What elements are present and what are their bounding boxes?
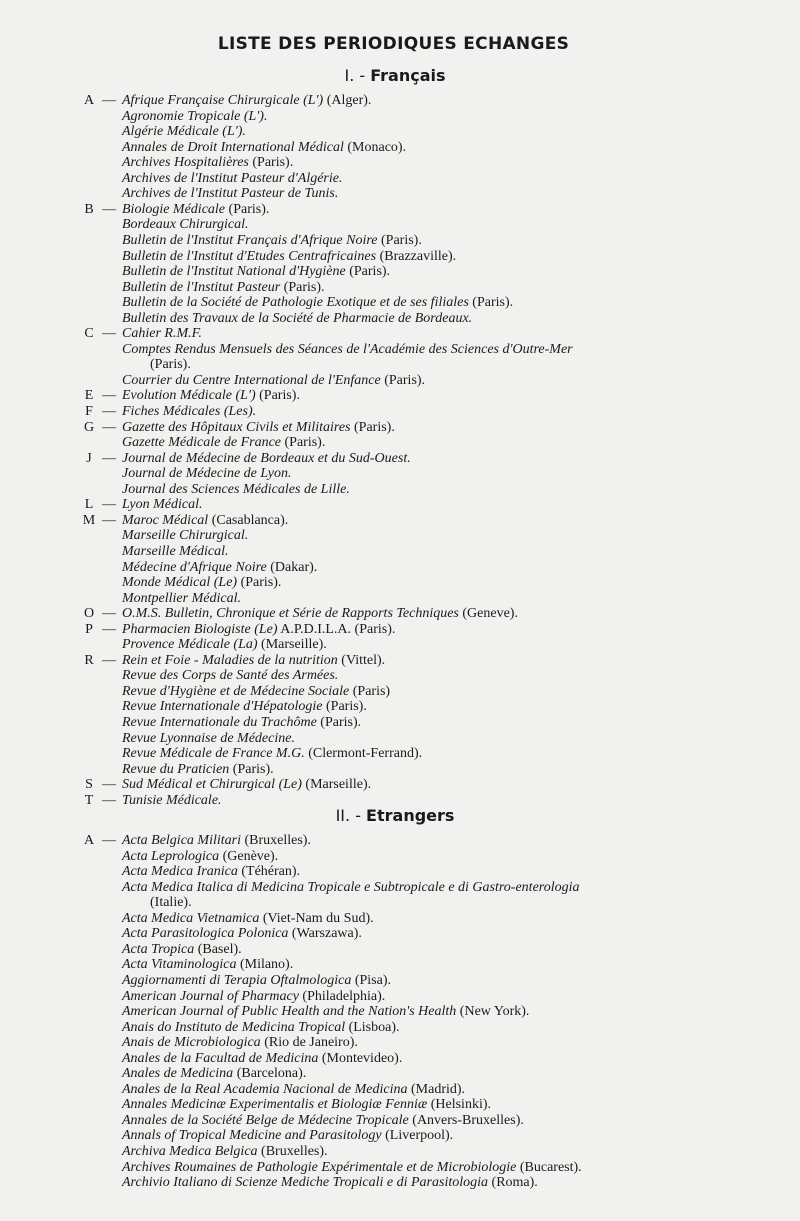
index-letter: A (83, 93, 95, 108)
periodical-entry (122, 466, 291, 482)
periodical-title: Algérie Médicale (L'). (122, 124, 246, 140)
periodical-entry (122, 1175, 538, 1191)
periodical-title: Bulletin de l'Institut Français d'Afrique Noire (122, 232, 378, 248)
periodical-entry (122, 249, 456, 265)
periodical-title: Anales de la Facultad de Medicina (122, 1050, 319, 1066)
section-name: Français (370, 66, 446, 85)
periodical-title: Revue du Praticien (122, 761, 230, 777)
periodical-entry (122, 217, 249, 233)
periodical-title: Bordeaux Chirurgical. (122, 217, 249, 233)
index-dash: — (102, 621, 116, 637)
periodical-location: (Milano). (239, 957, 294, 973)
periodical-title: Tunisie Médicale. (122, 792, 222, 808)
periodical-title: Cahier R.M.F. (122, 326, 202, 342)
periodical-title: Pharmacien Biologiste (Le) (122, 621, 278, 637)
periodical-title: Anales de la Real Academia Nacional de Medicina (122, 1081, 408, 1097)
periodical-location: (Warszawa). (291, 926, 362, 942)
periodical-title: Anales de Medicina (122, 1066, 234, 1082)
periodical-entry (122, 482, 350, 498)
periodical-title: Acta Medica Vietnamica (122, 910, 260, 926)
periodical-title: Evolution Médicale (L') (122, 388, 256, 404)
index-dash: — (102, 512, 116, 528)
periodical-entry (122, 715, 361, 731)
periodical-location: (Basel). (197, 941, 242, 957)
periodical-title: Marseille Chirurgical. (122, 528, 249, 544)
periodical-entry (122, 342, 573, 358)
periodical-entry (122, 186, 338, 202)
periodical-title: Journal des Sciences Médicales de Lille. (122, 481, 350, 497)
periodical-location: (Paris). (381, 232, 422, 248)
periodical-entry (122, 124, 246, 140)
periodical-entry (122, 295, 513, 311)
periodical-entry (122, 653, 385, 669)
periodical-entry (150, 895, 192, 911)
periodical-entry (122, 264, 390, 280)
periodical-location: (Italie). (150, 895, 192, 911)
periodical-entry (122, 1004, 529, 1020)
periodical-title: Marseille Médical. (122, 543, 229, 559)
periodical-location: (Bruxelles). (244, 833, 311, 848)
periodical-location: (Barcelona). (236, 1066, 307, 1082)
periodical-location: (Clermont-Ferrand). (308, 746, 423, 762)
index-letter: M (82, 512, 96, 528)
periodical-title: Revue Médicale de France M.G. (122, 746, 305, 762)
periodical-location: (Liverpool). (385, 1128, 454, 1144)
periodical-location: (Paris). (150, 357, 191, 373)
periodical-entry (122, 777, 371, 793)
periodical-entry (122, 202, 269, 218)
index-dash: — (102, 326, 116, 342)
periodical-title: Agronomie Tropicale (L'). (122, 108, 268, 124)
periodical-entry (122, 311, 472, 327)
index-dash: — (102, 833, 116, 848)
periodical-entry (122, 1160, 582, 1176)
periodical-title: Acta Tropica (122, 941, 195, 957)
periodical-title: Anais do Instituto de Medicina Tropical (122, 1019, 346, 1035)
periodical-entry (122, 926, 362, 942)
periodical-title: Bulletin de la Société de Pathologie Exotique et de ses filiales (122, 295, 469, 311)
periodical-location: (Paris). (320, 715, 362, 730)
periodical-location: (Lisboa). (348, 1019, 400, 1035)
periodical-entry (122, 1066, 306, 1082)
periodical-location: (Paris). (326, 699, 367, 715)
periodical-title: American Journal of Pharmacy (122, 988, 299, 1004)
periodical-title: O.M.S. Bulletin, Chronique et Série de Rapports Techniques (122, 606, 459, 622)
periodical-title: Bulletin des Travaux de la Société de Pharmacie de Bordeaux. (122, 310, 473, 326)
periodical-title: Monde Médical (Le) (122, 575, 238, 591)
periodical-title: Revue d'Hygiène et de Médecine Sociale (122, 683, 350, 699)
periodical-location: (Rio de Janeiro). (264, 1035, 358, 1051)
periodical-location: (New York). (459, 1004, 530, 1020)
periodical-entry (122, 1128, 453, 1144)
periodical-title: Archives Hospitalières (122, 155, 249, 171)
index-dash: — (102, 201, 116, 217)
periodical-location: (Monaco). (347, 139, 407, 155)
periodical-location: (Paris). (472, 295, 514, 311)
periodical-entry (122, 404, 256, 420)
index-letter: C (84, 326, 94, 342)
periodical-title: Archives de l'Institut Pasteur d'Algérie. (122, 170, 343, 186)
index-dash: — (102, 792, 116, 808)
periodical-location: (Paris). (259, 388, 300, 404)
periodical-location: (Paris). (283, 279, 325, 295)
periodical-entry (122, 575, 281, 591)
periodical-entry (122, 762, 274, 778)
periodical-entry (122, 420, 395, 436)
periodical-title: Gazette Médicale de France (122, 435, 281, 451)
periodical-entry (122, 746, 422, 762)
periodical-title: Gazette des Hôpitaux Civils et Militaires (122, 419, 351, 435)
periodical-title: Bulletin de l'Institut National d'Hygiène (122, 264, 346, 280)
periodical-title: Annals of Tropical Medicine and Parasitology (122, 1128, 382, 1144)
periodical-entry (122, 528, 248, 544)
index-letter: A (83, 833, 95, 848)
periodical-title: Archiva Medica Belgica (122, 1144, 258, 1159)
periodical-location: (Bruxelles). (261, 1144, 328, 1159)
periodical-entry (122, 973, 391, 989)
index-letter: S (85, 777, 93, 793)
periodical-entry (122, 668, 338, 684)
periodical-title: Lyon Médical. (122, 497, 203, 513)
index-letter: O (83, 606, 95, 622)
periodical-location: (Casablanca). (211, 512, 289, 528)
periodical-location: A.P.D.I.L.A. (Paris). (280, 621, 396, 637)
periodical-entry (122, 326, 202, 342)
periodical-entry (122, 911, 374, 927)
periodical-entry (122, 140, 406, 156)
periodical-location: (Alger). (326, 93, 372, 108)
periodical-location: (Viet-Nam du Sud). (262, 910, 374, 926)
periodical-location: (Paris). (284, 435, 326, 451)
periodical-title: Revue Internationale d'Hépatologie (122, 699, 323, 715)
periodical-location: (Paris). (228, 201, 270, 217)
periodical-entry (122, 560, 317, 576)
periodical-location: (Montevideo). (321, 1050, 403, 1066)
periodical-title: Archives de l'Institut Pasteur de Tunis. (122, 186, 339, 202)
section-name: Etrangers (366, 806, 455, 825)
periodical-title: Courrier du Centre International de l'Enfance (122, 372, 381, 388)
periodical-entry (122, 155, 293, 171)
section-heading (0, 66, 790, 85)
periodical-title: Acta Vitaminologica (122, 957, 237, 973)
periodical-location: (Paris) (352, 683, 391, 699)
periodical-entry (122, 637, 327, 653)
periodical-entry (122, 1097, 491, 1113)
periodical-entry (122, 171, 342, 187)
index-dash: — (102, 450, 116, 466)
index-dash: — (102, 497, 116, 513)
periodical-location: (Paris). (354, 419, 395, 435)
periodical-location: (Geneve). (462, 606, 518, 622)
periodical-title: Archivio Italiano di Scienze Mediche Tropicali e di Parasitologia (122, 1175, 489, 1191)
periodical-location: (Paris). (240, 575, 282, 591)
periodical-entry (122, 388, 300, 404)
periodical-title: Biologie Médicale (122, 201, 226, 217)
periodical-location: (Roma). (491, 1175, 538, 1191)
periodical-title: Archives Roumaines de Pathologie Expérimentale et de Microbiologie (122, 1159, 517, 1175)
periodical-entry (122, 280, 324, 296)
index-dash: — (102, 93, 116, 108)
periodical-title: Maroc Médical (122, 512, 209, 528)
periodical-location: (Helsinki). (430, 1097, 491, 1113)
index-letter: E (84, 388, 94, 404)
periodical-entry (122, 435, 325, 451)
periodical-entry (122, 373, 425, 389)
periodical-entry (122, 864, 300, 880)
periodical-title: Sud Médical et Chirurgical (Le) (122, 777, 302, 793)
periodical-entry (122, 833, 311, 849)
periodical-title: Bulletin de l'Institut Pasteur (122, 279, 281, 295)
periodical-title: Journal de Médecine de Bordeaux et du Sud-Ouest. (122, 450, 411, 466)
periodical-entry (122, 622, 395, 638)
periodical-title: Aggiornamenti di Terapia Oftalmologica (122, 972, 352, 988)
periodical-title: Acta Leprologica (122, 848, 220, 864)
periodical-entry (122, 233, 422, 249)
periodical-location: (Genève). (222, 848, 279, 864)
periodical-title: Annales Medicinæ Experimentalis et Biologiæ Fenniæ (122, 1097, 428, 1113)
periodical-title: Médecine d'Afrique Noire (122, 559, 267, 575)
index-letter: T (84, 792, 94, 808)
periodical-location: (Marseille). (305, 777, 372, 793)
index-letter: P (85, 621, 93, 637)
section-heading (0, 806, 790, 825)
periodical-title: Acta Parasitologica Polonica (122, 926, 289, 942)
index-letter: R (84, 652, 94, 668)
periodical-location: (Pisa). (354, 972, 391, 988)
index-letter: J (86, 450, 92, 466)
periodical-title: Anais de Microbiologica (122, 1035, 261, 1051)
periodical-entry (122, 1035, 358, 1051)
periodical-entry (122, 606, 518, 622)
periodical-title: Journal de Médecine de Lyon. (122, 466, 292, 482)
periodical-title: Revue des Corps de Santé des Armées. (122, 668, 339, 684)
periodical-entry (122, 1144, 328, 1160)
section-number: II. - (335, 806, 367, 825)
periodical-location: (Philadelphia). (302, 988, 386, 1004)
index-dash: — (102, 419, 116, 435)
periodical-title: Revue Internationale du Trachôme (122, 715, 317, 730)
periodical-entry (122, 699, 367, 715)
periodical-entry (122, 684, 390, 700)
periodical-location: (Vittel). (341, 652, 386, 668)
periodical-entry (122, 109, 267, 125)
periodical-entry (122, 731, 295, 747)
periodical-entry (122, 989, 385, 1005)
periodical-location: (Anvers-Bruxelles). (412, 1112, 524, 1128)
periodical-title: Acta Belgica Militari (122, 833, 241, 848)
periodical-location: (Madrid). (411, 1081, 466, 1097)
periodical-entry (122, 849, 278, 865)
periodical-title: Bulletin de l'Institut d'Etudes Centrafricaines (122, 248, 377, 264)
periodical-entry (122, 93, 371, 109)
periodical-entry (122, 1020, 400, 1036)
periodical-entry (122, 544, 229, 560)
periodical-entry (122, 1082, 465, 1098)
periodical-title: Acta Medica Italica di Medicina Tropicale e Subtropicale e di Gastro-enterologia (122, 879, 580, 895)
periodical-entry (122, 942, 242, 958)
periodical-location: (Paris). (384, 372, 426, 388)
periodical-entry (122, 451, 411, 467)
periodical-title: Rein et Foie - Maladies de la nutrition (122, 652, 338, 668)
periodical-location: (Brazzaville). (379, 248, 457, 264)
periodical-entry (122, 1051, 402, 1067)
periodical-location: (Téhéran). (241, 864, 301, 880)
periodical-title: Annales de Droit International Médical (122, 139, 344, 155)
periodical-location: (Bucarest). (519, 1159, 582, 1175)
periodical-entry (122, 1113, 524, 1129)
periodical-title: Afrique Française Chirurgicale (L') (122, 93, 324, 108)
index-dash: — (102, 606, 116, 622)
periodical-entry (122, 513, 288, 529)
periodical-location: (Paris). (232, 761, 274, 777)
periodical-title: Annales de la Société Belge de Médecine Tropicale (122, 1112, 409, 1128)
periodical-location: (Marseille). (261, 637, 327, 653)
page-title: LISTE DES PERIODIQUES ECHANGES (217, 34, 570, 54)
index-letter: L (84, 497, 94, 513)
periodical-entry (122, 957, 293, 973)
periodical-title: Comptes Rendus Mensuels des Séances de l'Académie des Sciences d'Outre-Mer (122, 341, 573, 357)
index-letter: F (85, 404, 93, 419)
periodical-entry (150, 357, 191, 373)
periodical-title: Montpellier Médical. (122, 590, 241, 606)
periodical-title: Revue Lyonnaise de Médecine. (122, 730, 295, 746)
index-dash: — (102, 652, 116, 668)
periodical-location: (Paris). (349, 264, 391, 280)
periodical-title: American Journal of Public Health and the Nation's Health (122, 1004, 457, 1020)
periodical-entry (122, 591, 241, 607)
periodical-title: Acta Medica Iranica (122, 864, 238, 880)
index-dash: — (102, 777, 116, 793)
index-letter: B (84, 201, 94, 217)
periodical-title: Provence Médicale (La) (122, 637, 258, 653)
periodical-title: Fiches Médicales (Les). (122, 404, 257, 419)
periodical-entry (122, 497, 202, 513)
periodical-location: (Paris). (252, 155, 294, 171)
periodical-entry (122, 880, 580, 896)
index-dash: — (102, 404, 116, 419)
index-dash: — (102, 388, 116, 404)
periodical-location: (Dakar). (270, 559, 318, 575)
section-number: I. - (344, 66, 371, 85)
index-letter: G (83, 419, 95, 435)
